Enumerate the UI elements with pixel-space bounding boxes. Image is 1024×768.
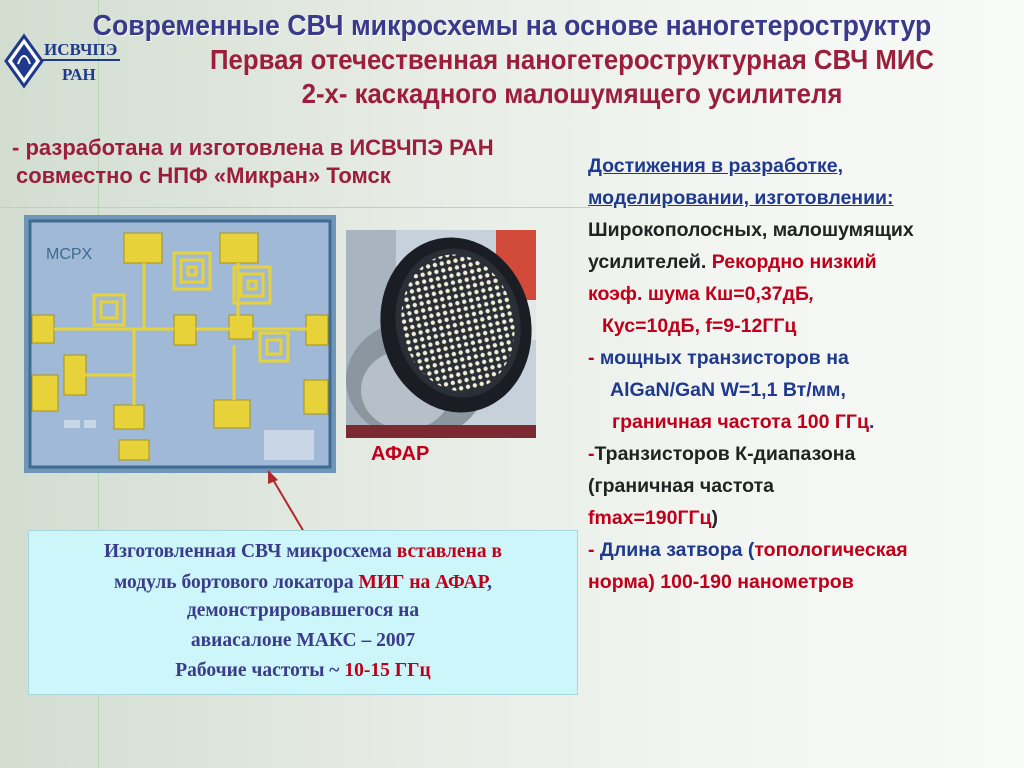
achievement-text: Транзисторов К-диапазона — [594, 443, 856, 465]
achievement-highlight: коэф. шума Кш=0,37дБ — [588, 283, 809, 305]
achievement-line — [588, 502, 1024, 534]
intro-line-1: - разработана и изготовлена в ИСВЧПЭ РАН — [12, 135, 494, 160]
chip-label: MCPX — [46, 246, 93, 263]
achievement-text: мощных транзисторов на — [599, 347, 849, 369]
info-line-1 — [29, 541, 577, 563]
achievement-line: норма) 100-190 нанометров — [588, 571, 854, 593]
info-line-3: демонстрировавшегося на — [186, 600, 420, 621]
achievement-line: (граничная частота — [588, 475, 775, 497]
info-line-5 — [29, 660, 577, 682]
achievement-line — [588, 438, 1024, 470]
achievement-bullet: - — [588, 539, 600, 561]
achievement-text: ) — [711, 507, 719, 529]
info-text: модуль бортового локатора — [114, 572, 359, 593]
achievement-text: . — [868, 411, 875, 433]
achievement-highlight: граничная частота 100 ГГц — [612, 411, 869, 433]
achievement-line — [588, 246, 1024, 278]
decor-horizontal-line — [0, 207, 590, 208]
achievement-line: Широкополосных, малошумящих — [588, 219, 914, 241]
arrow-icon — [260, 468, 320, 538]
achievements-heading-1: Достижения в разработке, — [588, 155, 844, 177]
afar-antenna-photo — [346, 230, 536, 438]
info-line-4: авиасалоне МАКС – 2007 — [190, 630, 416, 651]
achievements-list — [588, 150, 1024, 598]
info-text: Рабочие частоты ~ — [175, 660, 345, 681]
info-line-2 — [29, 572, 577, 594]
info-text: Изготовленная СВЧ микросхема — [104, 541, 397, 562]
achievement-text: Длина затвора ( — [599, 539, 755, 561]
achievement-line — [588, 534, 1024, 566]
info-highlight: вставлена в — [396, 541, 502, 562]
info-text: , — [487, 572, 492, 593]
achievement-highlight: Рекордно низкий — [711, 251, 877, 273]
mmic-chip-image — [24, 215, 336, 473]
achievement-line — [588, 342, 1024, 374]
achievement-highlight: , — [808, 283, 815, 305]
achievement-line — [588, 406, 1024, 438]
info-highlight: МИГ на АФАР — [358, 572, 488, 593]
info-highlight: 10-15 ГГц — [344, 660, 431, 681]
logo-line2: РАН — [62, 65, 96, 84]
achievement-highlight: топологическая — [754, 539, 908, 561]
achievement-line — [588, 278, 1024, 310]
afar-caption: АФАР — [371, 443, 430, 465]
page-subtitle-2: 2-х- каскадного малошумящего усилителя — [301, 78, 843, 109]
achievement-bullet: - — [588, 443, 595, 465]
achievement-line: AlGaN/GaN W=1,1 Вт/мм, — [610, 379, 846, 401]
achievements-heading-2: моделировании, изготовлении: — [588, 187, 894, 209]
logo-line1: ИСВЧПЭ — [44, 40, 118, 59]
page-subtitle-1: Первая отечественная наногетероструктурная СВЧ МИС — [210, 44, 934, 75]
page-title: Современные СВЧ микросхемы на основе наногетероструктур — [92, 10, 932, 42]
achievement-highlight: fmax=190ГГц — [588, 507, 712, 529]
info-box — [28, 530, 578, 695]
achievement-bullet: - — [588, 347, 600, 369]
intro-line-2: совместно с НПФ «Микран» Томск — [16, 163, 391, 188]
achievement-text: усилителей. — [588, 251, 712, 273]
achievement-line: Кус=10дБ, f=9-12ГГц — [602, 315, 797, 337]
